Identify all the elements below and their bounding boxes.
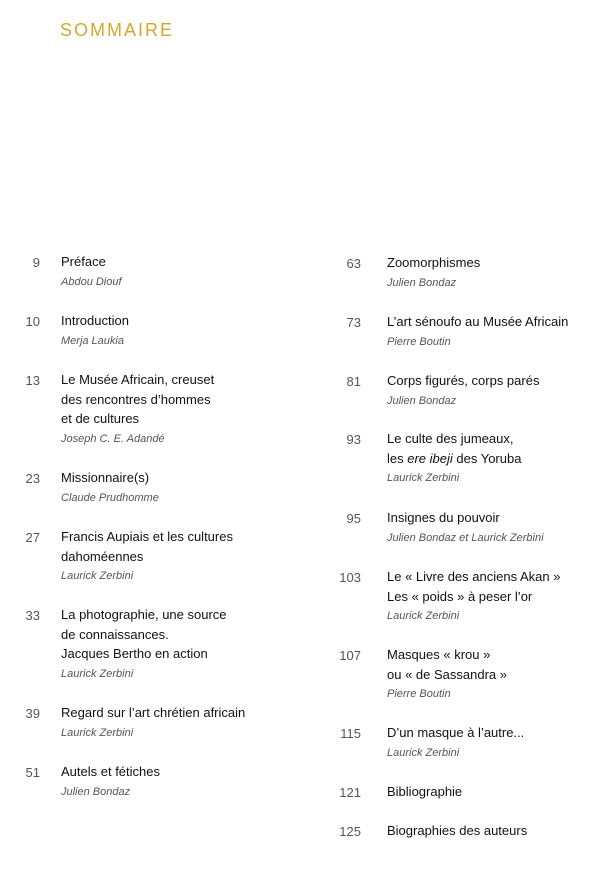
toc-author: Laurick Zerbini [61, 570, 134, 582]
toc-page-number: 9 [32, 255, 40, 270]
toc-entry [387, 508, 544, 546]
toc-entry [61, 527, 233, 584]
toc-entry [61, 468, 159, 506]
toc-entry [61, 252, 122, 290]
toc-title: Francis Aupiais et les cultures [61, 529, 233, 544]
toc-title: La photographie, une source [61, 607, 227, 622]
toc-author: Pierre Boutin [387, 688, 451, 700]
toc-author: Laurick Zerbini [61, 667, 134, 680]
toc-title: Corps figurés, corps parés [387, 373, 540, 388]
toc-title: dahoméennes [61, 548, 144, 564]
toc-page-number: 125 [339, 824, 361, 839]
toc-author: Joseph C. E. Adandé [61, 432, 165, 445]
toc-page-number: 27 [25, 530, 40, 545]
toc-entry [387, 782, 462, 802]
toc-title: de connaissances. [61, 626, 169, 642]
toc-entry [61, 370, 214, 447]
toc-author: Laurick Zerbini [387, 472, 460, 484]
toc-page-number: 13 [25, 373, 40, 388]
toc-page-number: 10 [25, 314, 40, 329]
toc-entry [61, 311, 129, 349]
toc-title: Préface [61, 254, 106, 269]
toc-title: Masques « krou » [387, 647, 491, 662]
toc-author: Abdou Diouf [61, 275, 122, 288]
toc-author: Laurick Zerbini [61, 726, 134, 739]
toc-author: Merja Laukia [61, 334, 124, 347]
toc-author: Claude Prudhomme [61, 491, 159, 504]
toc-page-number: 93 [346, 432, 361, 447]
toc-title-italic: ere ibeji [407, 450, 453, 466]
toc-entry [387, 253, 480, 291]
toc-entry [387, 371, 539, 409]
toc-page-number: 115 [340, 726, 361, 741]
toc-title: Introduction [61, 313, 129, 328]
toc-title: Le « Livre des anciens Akan » [387, 569, 561, 584]
toc-author: Julien Bondaz [387, 276, 457, 289]
toc-title: Bibliographie [387, 784, 463, 799]
toc-page-number: 103 [339, 570, 361, 585]
toc-entry [61, 703, 245, 741]
toc-title: Le culte des jumeaux, [387, 431, 514, 446]
toc-entry [387, 567, 560, 624]
toc-page-number: 73 [346, 315, 361, 330]
toc-page-number: 95 [346, 511, 361, 526]
toc-title: Zoomorphismes [387, 255, 481, 270]
toc-title: Le Musée Africain, creuset [61, 372, 215, 387]
toc-author: Pierre Boutin [387, 335, 451, 348]
toc-entry [387, 821, 527, 841]
toc-author: Julien Bondaz et Laurick Zerbini [387, 531, 544, 544]
toc-page-number: 107 [339, 648, 361, 663]
toc-author: Laurick Zerbini [387, 746, 460, 759]
toc-title: des rencontres d’hommes [61, 391, 211, 407]
toc-entry [387, 723, 524, 761]
toc-author: Julien Bondaz [387, 394, 457, 407]
toc-entry [387, 312, 568, 350]
toc-title: Autels et fétiches [61, 764, 160, 779]
toc-author: Julien Bondaz [61, 785, 131, 798]
toc-title: les ere ibeji des Yoruba [387, 450, 522, 466]
toc-entry [387, 429, 521, 486]
toc-title: Regard sur l’art chrétien africain [61, 705, 246, 720]
toc-title: et de cultures [61, 411, 140, 426]
page-title: SOMMAIRE [60, 20, 175, 40]
toc-entry [61, 605, 227, 682]
toc-title: D’un masque à l’autre... [387, 725, 525, 740]
toc-title: Jacques Bertho en action [61, 646, 208, 661]
toc-author: Laurick Zerbini [387, 610, 460, 622]
toc-page-number: 33 [25, 608, 40, 623]
toc-entry [61, 762, 160, 800]
toc-entry [387, 645, 507, 702]
toc-title: L’art sénoufo au Musée Africain [387, 314, 569, 329]
toc-title: ou « de Sassandra » [387, 666, 507, 682]
toc-page-number: 81 [346, 374, 361, 389]
toc-page-number: 23 [25, 471, 40, 486]
toc-page-number: 51 [25, 765, 40, 780]
toc-page-number: 63 [346, 256, 361, 271]
toc-title: Missionnaire(s) [61, 470, 150, 485]
toc-title: Les « poids » à peser l’or [387, 588, 533, 604]
toc-title: Biographies des auteurs [387, 823, 528, 838]
toc-title: Insignes du pouvoir [387, 510, 500, 525]
toc-page-number: 121 [339, 785, 361, 800]
toc-page-number: 39 [25, 706, 40, 721]
